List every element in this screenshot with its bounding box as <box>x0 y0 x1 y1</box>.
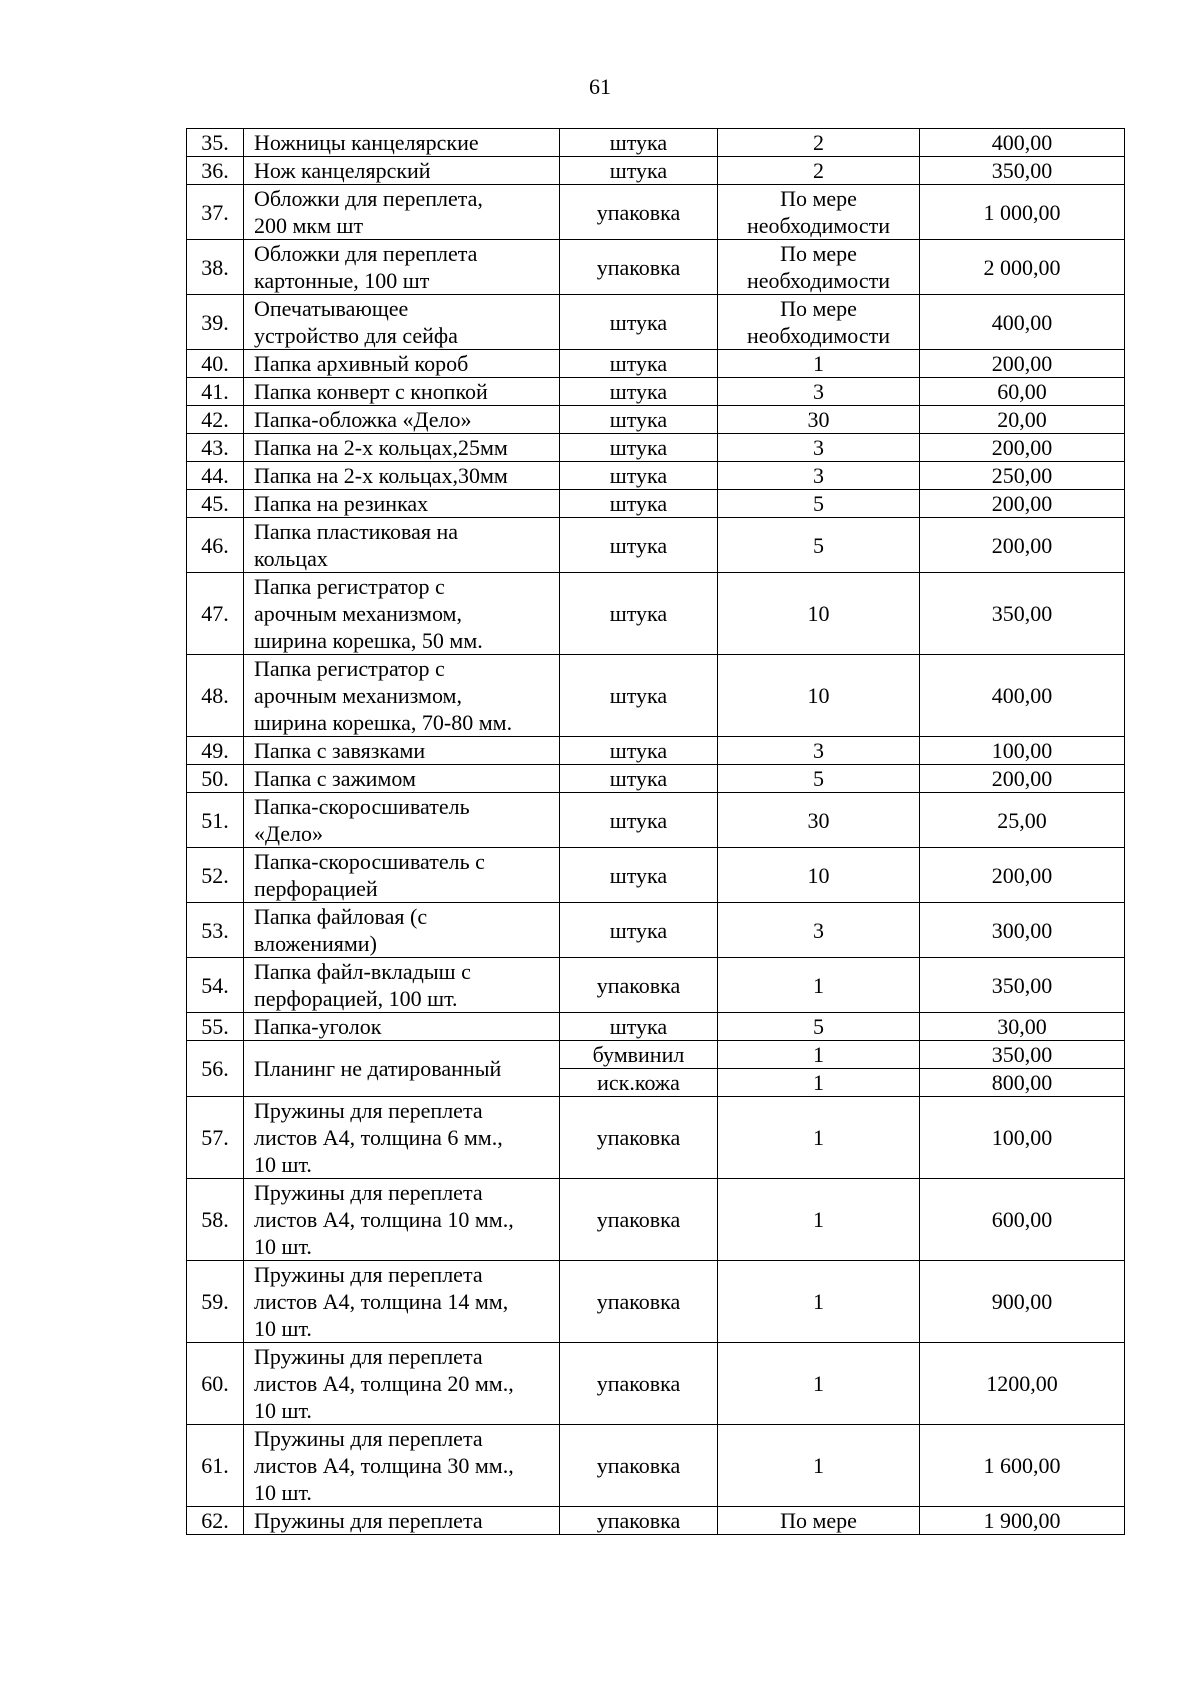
item-name-line: Папка на резинках <box>254 491 429 516</box>
unit-cell: штука <box>560 157 718 185</box>
item-name <box>244 793 560 848</box>
unit-cell: упаковка <box>560 1425 718 1507</box>
price-cell: 200,00 <box>920 518 1125 573</box>
item-name-line: Папка-скоросшиватель с <box>254 849 485 874</box>
quantity-cell <box>718 765 920 793</box>
table-row <box>187 490 1125 518</box>
unit-cell: штука <box>560 129 718 157</box>
row-number: 40. <box>187 350 244 378</box>
unit-cell: штука <box>560 1013 718 1041</box>
row-number: 56. <box>187 1041 244 1097</box>
quantity-cell <box>718 434 920 462</box>
price-cell: 1 600,00 <box>920 1425 1125 1507</box>
table-row <box>187 157 1125 185</box>
table-row <box>187 655 1125 737</box>
item-name-line: Пружины для переплета <box>254 1262 483 1287</box>
quantity-line: 3 <box>813 463 824 488</box>
quantity-line: 5 <box>813 532 824 558</box>
row-number: 49. <box>187 737 244 765</box>
item-name <box>244 350 560 378</box>
price-cell: 20,00 <box>920 406 1125 434</box>
table-row <box>187 1013 1125 1041</box>
item-name <box>244 490 560 518</box>
quantity-line: 3 <box>813 738 824 763</box>
price-cell: 1200,00 <box>920 1343 1125 1425</box>
quantity-cell: 1 <box>718 1069 920 1097</box>
row-number: 38. <box>187 240 244 295</box>
price-cell: 30,00 <box>920 1013 1125 1041</box>
row-number: 44. <box>187 462 244 490</box>
item-name <box>244 903 560 958</box>
row-number: 58. <box>187 1179 244 1261</box>
quantity-line: По мере <box>780 296 857 321</box>
row-number: 52. <box>187 848 244 903</box>
quantity-line: 30 <box>807 807 830 833</box>
row-number: 55. <box>187 1013 244 1041</box>
price-cell: 350,00 <box>920 573 1125 655</box>
table-row <box>187 903 1125 958</box>
item-name <box>244 406 560 434</box>
quantity-cell <box>718 518 920 573</box>
table-row <box>187 240 1125 295</box>
item-name <box>244 378 560 406</box>
unit-cell: упаковка <box>560 1097 718 1179</box>
table-row <box>187 1425 1125 1507</box>
price-cell: 400,00 <box>920 129 1125 157</box>
unit-cell: упаковка <box>560 1343 718 1425</box>
item-name-line: Пружины для переплета <box>254 1180 483 1205</box>
quantity-line: 1 <box>813 1289 824 1314</box>
table-row <box>187 737 1125 765</box>
item-name-line: вложениями) <box>254 931 377 956</box>
row-number: 54. <box>187 958 244 1013</box>
quantity-line: По мере <box>780 241 857 266</box>
item-name-line: 10 шт. <box>254 1398 312 1423</box>
quantity-line: 2 <box>813 130 824 155</box>
unit-cell: упаковка <box>560 185 718 240</box>
unit-cell: штука <box>560 434 718 462</box>
item-name-line: Обложки для переплета, <box>254 186 483 211</box>
table-row <box>187 1041 1125 1069</box>
item-name <box>244 185 560 240</box>
item-name-line: листов А4, толщина 6 мм., <box>254 1125 503 1150</box>
item-name <box>244 462 560 490</box>
quantity-cell <box>718 793 920 848</box>
item-name-line: перфорацией, 100 шт. <box>254 986 458 1011</box>
item-name-line: Обложки для переплета <box>254 241 478 266</box>
row-number: 46. <box>187 518 244 573</box>
item-name-line: листов А4, толщина 30 мм., <box>254 1453 514 1478</box>
unit-cell: штука <box>560 406 718 434</box>
item-name <box>244 1097 560 1179</box>
item-name-line: Планинг не датированный <box>254 1056 502 1081</box>
price-cell: 2 000,00 <box>920 240 1125 295</box>
price-cell: 25,00 <box>920 793 1125 848</box>
quantity-line: 10 <box>807 862 830 888</box>
unit-cell: упаковка <box>560 1261 718 1343</box>
item-name-line: Пружины для переплета <box>254 1344 483 1369</box>
table-row <box>187 573 1125 655</box>
table-row <box>187 1097 1125 1179</box>
unit-cell: штука <box>560 295 718 350</box>
unit-cell: штука <box>560 765 718 793</box>
quantity-line: необходимости <box>746 323 890 348</box>
table-row <box>187 185 1125 240</box>
row-number: 42. <box>187 406 244 434</box>
unit-cell: упаковка <box>560 240 718 295</box>
unit-cell: иск.кожа <box>560 1069 718 1097</box>
item-name <box>244 848 560 903</box>
price-cell: 300,00 <box>920 903 1125 958</box>
price-cell: 400,00 <box>920 295 1125 350</box>
item-name-line: листов А4, толщина 14 мм, <box>254 1289 509 1314</box>
item-name-line: перфорацией <box>254 876 378 901</box>
quantity-cell <box>718 1179 920 1261</box>
row-number: 45. <box>187 490 244 518</box>
table-row <box>187 434 1125 462</box>
unit-cell: штука <box>560 903 718 958</box>
quantity-line: необходимости <box>746 213 890 238</box>
quantity-line: 5 <box>813 1014 824 1039</box>
item-name-line: Папка с завязками <box>254 738 426 763</box>
quantity-cell <box>718 958 920 1013</box>
row-number: 36. <box>187 157 244 185</box>
unit-cell: бумвинил <box>560 1041 718 1069</box>
table-row <box>187 848 1125 903</box>
table-row <box>187 518 1125 573</box>
table-row <box>187 462 1125 490</box>
row-number: 62. <box>187 1507 244 1535</box>
price-cell: 1 000,00 <box>920 185 1125 240</box>
unit-cell: штука <box>560 655 718 737</box>
item-name-line: 200 мкм шт <box>254 213 364 238</box>
unit-cell: штука <box>560 737 718 765</box>
table-row <box>187 1261 1125 1343</box>
item-name-line: Папка регистратор с <box>254 656 445 681</box>
table-row <box>187 129 1125 157</box>
table-row <box>187 378 1125 406</box>
item-name-line: 10 шт. <box>254 1316 312 1341</box>
quantity-line: 3 <box>813 917 824 943</box>
item-name <box>244 434 560 462</box>
price-cell: 200,00 <box>920 490 1125 518</box>
item-name-line: Пружины для переплета <box>254 1098 483 1123</box>
price-cell: 60,00 <box>920 378 1125 406</box>
row-number: 53. <box>187 903 244 958</box>
quantity-line: 1 <box>813 1125 824 1150</box>
quantity-line: 10 <box>807 601 830 626</box>
price-cell: 200,00 <box>920 848 1125 903</box>
quantity-cell <box>718 1507 920 1535</box>
row-number: 61. <box>187 1425 244 1507</box>
price-cell: 200,00 <box>920 434 1125 462</box>
item-name-line: Пружины для переплета <box>254 1508 483 1533</box>
item-name-line: Папка файл-вкладыш с <box>254 959 471 984</box>
item-name <box>244 1179 560 1261</box>
item-name <box>244 573 560 655</box>
quantity-line: 3 <box>813 435 824 460</box>
row-number: 43. <box>187 434 244 462</box>
quantity-cell <box>718 848 920 903</box>
table-row <box>187 295 1125 350</box>
quantity-cell <box>718 490 920 518</box>
price-cell: 100,00 <box>920 737 1125 765</box>
item-name-line: Пружины для переплета <box>254 1426 483 1451</box>
quantity-cell <box>718 240 920 295</box>
quantity-line: 1 <box>813 1371 824 1396</box>
item-name-line: 10 шт. <box>254 1234 312 1259</box>
item-name-line: Нож канцелярский <box>254 158 431 183</box>
item-name-line: листов А4, толщина 20 мм., <box>254 1371 514 1396</box>
item-name-line: картонные, 100 шт <box>254 268 430 293</box>
item-name <box>244 129 560 157</box>
row-number: 51. <box>187 793 244 848</box>
row-number: 59. <box>187 1261 244 1343</box>
unit-cell: штука <box>560 490 718 518</box>
item-name-line: устройство для сейфа <box>254 323 458 348</box>
price-cell: 100,00 <box>920 1097 1125 1179</box>
item-name-line: Папка на 2-х кольцах,30мм <box>254 463 508 488</box>
page-number: 61 <box>589 74 611 99</box>
supplies-table-body <box>187 129 1125 1535</box>
unit-cell: упаковка <box>560 958 718 1013</box>
quantity-cell <box>718 350 920 378</box>
item-name-line: Папка с зажимом <box>254 766 416 791</box>
item-name-line: Папка конверт с кнопкой <box>254 379 488 404</box>
quantity-cell <box>718 406 920 434</box>
item-name-line: ширина корешка, 70-80 мм. <box>254 710 513 735</box>
unit-cell: штука <box>560 793 718 848</box>
row-number: 41. <box>187 378 244 406</box>
quantity-cell <box>718 737 920 765</box>
unit-cell: штука <box>560 462 718 490</box>
item-name <box>244 655 560 737</box>
unit-cell: штука <box>560 518 718 573</box>
unit-cell: штука <box>560 378 718 406</box>
item-name-line: «Дело» <box>254 821 324 846</box>
unit-cell: упаковка <box>560 1507 718 1535</box>
quantity-cell <box>718 1425 920 1507</box>
item-name-line: Ножницы канцелярские <box>254 130 479 155</box>
table-row <box>187 765 1125 793</box>
quantity-cell <box>718 295 920 350</box>
row-number: 35. <box>187 129 244 157</box>
item-name <box>244 737 560 765</box>
price-cell: 350,00 <box>920 157 1125 185</box>
item-name-line: Папка файловая (с <box>254 904 428 929</box>
item-name-line: Папка-скоросшиватель <box>254 794 470 819</box>
row-number: 48. <box>187 655 244 737</box>
price-cell: 350,00 <box>920 958 1125 1013</box>
quantity-cell <box>718 185 920 240</box>
quantity-line: 1 <box>813 1453 824 1478</box>
quantity-line: 3 <box>813 379 824 404</box>
quantity-line: По мере <box>780 1508 857 1533</box>
item-name-line: Папка на 2-х кольцах,25мм <box>254 435 508 460</box>
item-name <box>244 518 560 573</box>
row-number: 60. <box>187 1343 244 1425</box>
quantity-cell <box>718 903 920 958</box>
supplies-table <box>186 128 1125 1535</box>
row-number: 39. <box>187 295 244 350</box>
quantity-line: необходимости <box>746 268 890 293</box>
item-name <box>244 765 560 793</box>
item-name-line: Папка архивный короб <box>254 351 469 376</box>
price-cell: 800,00 <box>920 1069 1125 1097</box>
item-name-line: арочным механизмом, <box>254 683 462 708</box>
quantity-cell <box>718 1343 920 1425</box>
quantity-line: По мере <box>780 186 857 211</box>
item-name <box>244 295 560 350</box>
row-number: 37. <box>187 185 244 240</box>
quantity-cell <box>718 129 920 157</box>
table-row <box>187 958 1125 1013</box>
quantity-line: 10 <box>807 683 830 708</box>
item-name-line: Опечатывающее <box>254 296 409 321</box>
row-number: 50. <box>187 765 244 793</box>
price-cell: 400,00 <box>920 655 1125 737</box>
item-name <box>244 1343 560 1425</box>
row-number: 47. <box>187 573 244 655</box>
item-name-line: 10 шт. <box>254 1480 312 1505</box>
price-cell: 1 900,00 <box>920 1507 1125 1535</box>
item-name <box>244 1425 560 1507</box>
quantity-cell <box>718 1261 920 1343</box>
quantity-line: 2 <box>813 158 824 183</box>
quantity-cell <box>718 573 920 655</box>
quantity-line: 5 <box>813 766 824 791</box>
item-name-line: арочным механизмом, <box>254 601 462 626</box>
quantity-cell: 1 <box>718 1041 920 1069</box>
item-name-line: 10 шт. <box>254 1152 312 1177</box>
table-row <box>187 1507 1125 1535</box>
item-name <box>244 1507 560 1535</box>
price-cell: 600,00 <box>920 1179 1125 1261</box>
price-cell: 200,00 <box>920 765 1125 793</box>
quantity-line: 1 <box>813 351 824 376</box>
item-name-line: Папка регистратор с <box>254 574 445 599</box>
item-name <box>244 1041 560 1097</box>
price-cell: 200,00 <box>920 350 1125 378</box>
item-name-line: Папка пластиковая на <box>254 519 459 544</box>
quantity-cell <box>718 655 920 737</box>
quantity-cell <box>718 1013 920 1041</box>
price-cell: 250,00 <box>920 462 1125 490</box>
row-number: 57. <box>187 1097 244 1179</box>
quantity-line: 5 <box>813 491 824 516</box>
table-row <box>187 1179 1125 1261</box>
unit-cell: штука <box>560 848 718 903</box>
table-row <box>187 793 1125 848</box>
unit-cell: штука <box>560 350 718 378</box>
quantity-cell <box>718 378 920 406</box>
price-cell: 900,00 <box>920 1261 1125 1343</box>
item-name-line: кольцах <box>254 546 328 571</box>
item-name <box>244 157 560 185</box>
item-name-line: Папка-уголок <box>254 1014 382 1039</box>
quantity-line: 1 <box>813 1207 824 1232</box>
item-name-line: ширина корешка, 50 мм. <box>254 628 483 653</box>
quantity-line: 30 <box>807 407 830 432</box>
unit-cell: штука <box>560 573 718 655</box>
unit-cell: упаковка <box>560 1179 718 1261</box>
item-name <box>244 1013 560 1041</box>
item-name <box>244 1261 560 1343</box>
price-cell: 350,00 <box>920 1041 1125 1069</box>
item-name <box>244 240 560 295</box>
table-row <box>187 1343 1125 1425</box>
item-name <box>244 958 560 1013</box>
quantity-cell <box>718 462 920 490</box>
table-row <box>187 350 1125 378</box>
quantity-cell <box>718 1097 920 1179</box>
quantity-line: 1 <box>813 972 824 998</box>
table-row <box>187 406 1125 434</box>
item-name-line: Папка-обложка «Дело» <box>254 407 472 432</box>
quantity-cell <box>718 157 920 185</box>
item-name-line: листов А4, толщина 10 мм., <box>254 1207 514 1232</box>
